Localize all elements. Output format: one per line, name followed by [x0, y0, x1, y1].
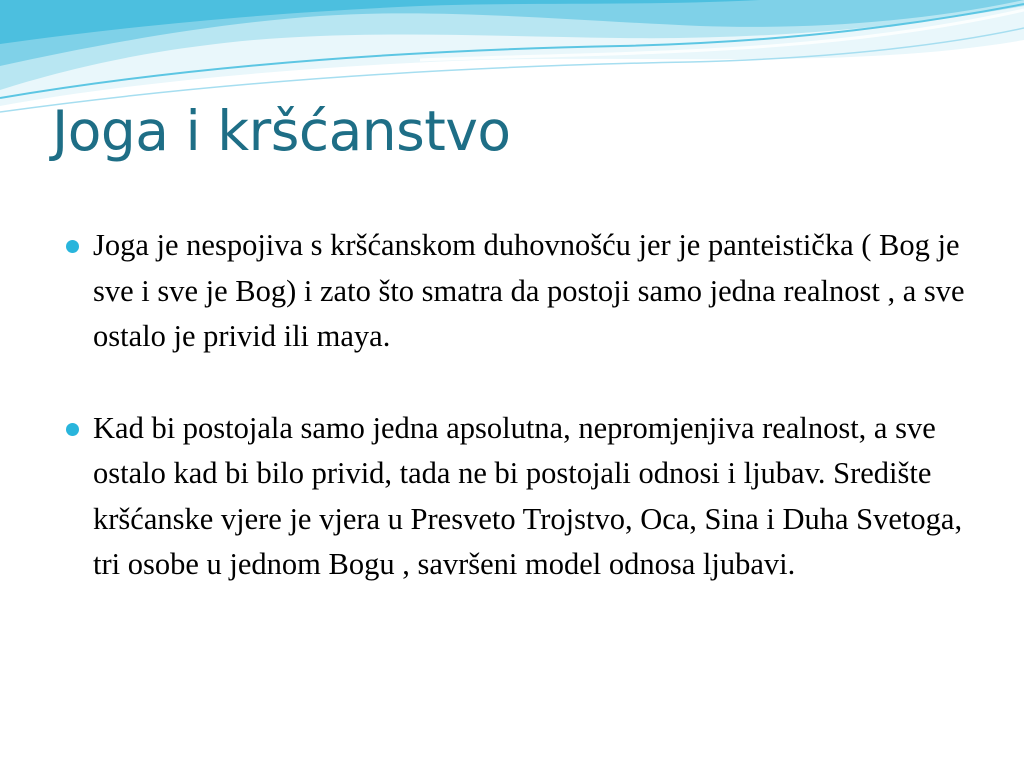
bullet-item	[64, 406, 968, 588]
bullet-text: Kad bi postojala samo jedna apsolutna, nepromjenjiva realnost, a sve ostalo kad bi bilo privid, tada ne bi postojali odnosi i ljubav. Središte kršćanske vjere je vjera u Presveto Trojstvo, Oca, Sina i Duha Svetoga, tri osobe u jednom Bogu , savršeni model odnosa ljubavi.	[93, 410, 963, 581]
bullet-list	[64, 223, 968, 588]
bullet-dot-icon	[66, 240, 79, 253]
bullet-text: Joga je nespojiva s kršćanskom duhovnošću jer je panteistička ( Bog je sve i sve je Bog) i zato što smatra da postoji samo jedna realnost , a sve ostalo je privid ili maya.	[93, 228, 965, 353]
bullet-dot-icon	[66, 423, 79, 436]
slide-title: Joga i kršćanstvo	[52, 99, 511, 163]
bullet-item	[64, 223, 968, 360]
